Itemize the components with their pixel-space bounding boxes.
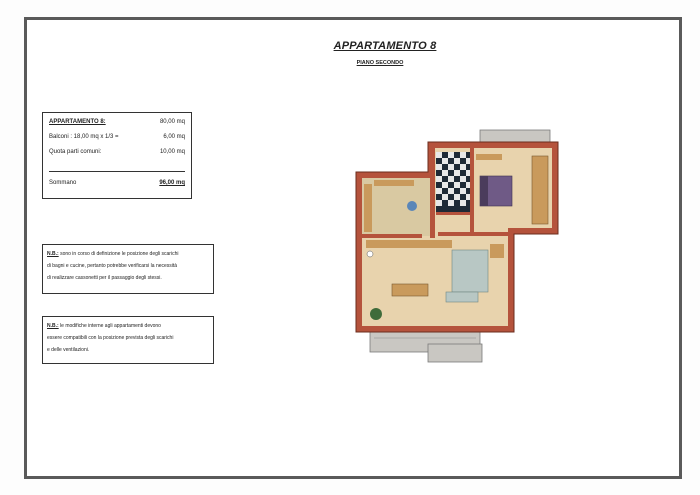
balcony-top: [480, 130, 550, 142]
interior-wall: [430, 148, 435, 238]
note-line: di realizzare cassonetti per il passaggio degli stessi.: [47, 275, 162, 281]
note-line: e delle ventilazioni.: [47, 347, 90, 353]
note-line: [47, 248, 209, 260]
interior-wall: [470, 148, 474, 232]
summary-divider: [49, 171, 185, 172]
dining-table: [392, 284, 428, 296]
note-text: sono in corso di definizione le posizione degli scarichi: [60, 251, 179, 257]
note-line: [47, 320, 209, 332]
summary-row-total: [49, 180, 185, 188]
note-line: essere compatibili con la posizione prevista degli scarichi: [47, 335, 174, 341]
summary-row-apartment: [49, 119, 185, 127]
note-prefix: N.B.:: [47, 323, 59, 329]
note-text: le modifiche interne agli appartamenti devono: [60, 323, 161, 329]
floor-plan: [352, 126, 562, 366]
bed-headboard: [480, 176, 488, 206]
page-title: APPARTAMENTO 8: [333, 40, 437, 52]
summary-total-value: 96,00 mq: [159, 180, 185, 186]
summary-total-label: Sommano: [49, 180, 77, 186]
page-subtitle: PIANO SECONDO: [356, 60, 404, 66]
side-table: [490, 244, 504, 258]
interior-wall: [436, 212, 470, 215]
kitchen-counter: [364, 184, 372, 232]
summary-value: 80,00 mq: [159, 119, 185, 125]
interior-wall: [362, 234, 422, 238]
interior-wall: [438, 232, 508, 236]
kitchen-table: [407, 201, 417, 211]
dresser: [476, 154, 502, 160]
summary-label: APPARTAMENTO 8:: [49, 119, 106, 125]
summary-label: Balconi : 18,00 mq x 1/3 =: [49, 134, 119, 140]
plant-icon: [370, 308, 382, 320]
note-line: di bagni e cucine, pertanto potrebbe verificarsi la necessità: [47, 263, 178, 269]
lamp-icon: [367, 251, 373, 257]
area-summary-box: [42, 112, 192, 199]
summary-row-balconies: [49, 134, 185, 142]
kitchen-cabinet: [374, 180, 414, 186]
sofa: [452, 250, 488, 292]
wardrobe: [532, 156, 548, 224]
note-modifications: [42, 316, 214, 364]
living-cabinet: [366, 240, 452, 248]
note-prefix: N.B.:: [47, 251, 59, 257]
summary-label: Quota parti comuni:: [49, 149, 102, 155]
summary-value: 6,00 mq: [163, 134, 185, 140]
summary-value: 10,00 mq: [159, 149, 185, 155]
note-drainage: [42, 244, 214, 294]
armchair: [446, 292, 478, 302]
kitchen-floor: [362, 178, 430, 236]
summary-row-common-share: [49, 149, 185, 157]
balcony-bottom-extension: [428, 344, 482, 362]
